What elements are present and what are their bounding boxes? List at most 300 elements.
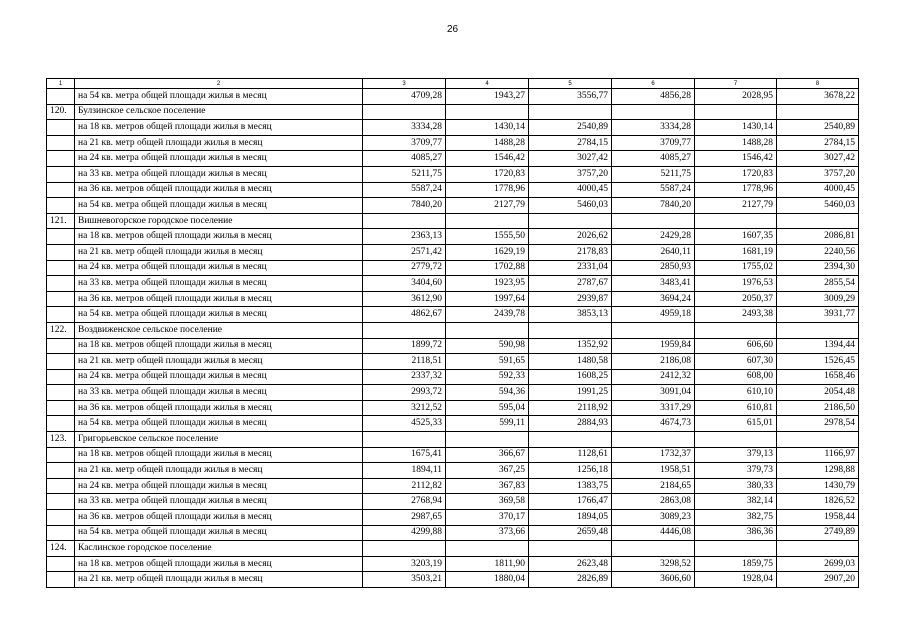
value-cell: 1923,95 [446,276,529,292]
value-cell: 2050,37 [695,291,777,307]
row-label-cell: на 33 кв. метра общей площади жилья в месяц [75,276,363,292]
table-row [47,400,859,416]
value-cell: 590,98 [446,338,529,354]
value-cell: 5460,03 [529,198,612,214]
row-number-cell [47,260,75,276]
row-label-cell: на 36 кв. метров общей площади жилья в месяц [75,182,363,198]
value-cell: 591,65 [446,354,529,370]
value-cell: 2855,54 [777,276,859,292]
value-cell: 2054,48 [777,385,859,401]
value-cell: 608,00 [695,369,777,385]
empty-cell [612,541,695,557]
value-cell: 1991,25 [529,385,612,401]
value-cell: 382,75 [695,510,777,526]
row-label-cell: на 21 кв. метр общей площади жилья в месяц [75,463,363,479]
row-label-cell: на 36 кв. метров общей площади жилья в месяц [75,291,363,307]
section-header-row [47,432,859,448]
value-cell: 2118,92 [529,400,612,416]
table-row [47,229,859,245]
value-cell: 592,33 [446,369,529,385]
value-cell: 1608,25 [529,369,612,385]
table-row [47,494,859,510]
value-cell: 3757,20 [777,166,859,182]
value-cell: 2331,04 [529,260,612,276]
value-cell: 2571,42 [363,244,446,260]
value-cell: 3483,41 [612,276,695,292]
value-cell: 2699,03 [777,556,859,572]
row-number-cell [47,416,75,432]
value-cell: 2186,50 [777,400,859,416]
value-cell: 1899,72 [363,338,446,354]
empty-cell [777,104,859,120]
value-cell: 3089,23 [612,510,695,526]
page-number: 26 [446,24,459,35]
empty-cell [363,322,446,338]
value-cell: 1166,97 [777,447,859,463]
value-cell: 4446,08 [612,525,695,541]
value-cell: 5211,75 [612,166,695,182]
table-row [47,525,859,541]
value-cell: 3212,52 [363,400,446,416]
value-cell: 1480,58 [529,354,612,370]
row-label-cell: на 54 кв. метра общей площади жилья в месяц [75,525,363,541]
value-cell: 2884,93 [529,416,612,432]
table-row [47,385,859,401]
value-cell: 2850,93 [612,260,695,276]
row-number-cell [47,572,75,588]
value-cell: 2186,08 [612,354,695,370]
empty-cell [777,432,859,448]
column-number-cell: 1 [47,79,75,89]
empty-cell [363,432,446,448]
value-cell: 1546,42 [446,151,529,167]
value-cell: 610,10 [695,385,777,401]
value-cell: 1658,46 [777,369,859,385]
table-row [47,135,859,151]
value-cell: 3694,24 [612,291,695,307]
empty-cell [612,104,695,120]
value-cell: 2749,89 [777,525,859,541]
value-cell: 594,36 [446,385,529,401]
table-row [47,447,859,463]
value-cell: 1778,96 [695,182,777,198]
section-title-cell: Каслинское городское поселение [75,541,363,557]
row-number-cell [47,244,75,260]
row-label-cell: на 21 кв. метр общей площади жилья в месяц [75,135,363,151]
row-label-cell: на 24 кв. метра общей площади жилья в месяц [75,151,363,167]
value-cell: 1958,44 [777,510,859,526]
column-number-row [47,79,859,89]
value-cell: 2363,13 [363,229,446,245]
value-cell: 4000,45 [529,182,612,198]
row-number-cell [47,369,75,385]
empty-cell [529,432,612,448]
value-cell: 5211,75 [363,166,446,182]
value-cell: 2784,15 [529,135,612,151]
section-number-cell: 123. [47,432,75,448]
value-cell: 2987,65 [363,510,446,526]
row-label-cell: на 18 кв. метров общей площади жилья в месяц [75,229,363,245]
value-cell: 610,81 [695,400,777,416]
empty-cell [612,432,695,448]
value-cell: 2026,62 [529,229,612,245]
value-cell: 1766,47 [529,494,612,510]
table-row [47,572,859,588]
table-row [47,244,859,260]
value-cell: 1394,44 [777,338,859,354]
value-cell: 1526,45 [777,354,859,370]
section-header-row [47,541,859,557]
value-cell: 2623,48 [529,556,612,572]
value-cell: 4085,27 [363,151,446,167]
row-number-cell [47,400,75,416]
table-row [47,463,859,479]
row-label-cell: на 24 кв. метра общей площади жилья в месяц [75,260,363,276]
value-cell: 615,01 [695,416,777,432]
table-row [47,369,859,385]
row-label-cell: на 36 кв. метров общей площади жилья в месяц [75,400,363,416]
row-label-cell: на 33 кв. метра общей площади жилья в месяц [75,385,363,401]
empty-cell [446,432,529,448]
column-number-cell: 3 [363,79,446,89]
value-cell: 595,04 [446,400,529,416]
section-title-cell: Булзинское сельское поселение [75,104,363,120]
row-label-cell: на 54 кв. метра общей площади жилья в месяц [75,416,363,432]
table-row [47,120,859,136]
row-number-cell [47,198,75,214]
value-cell: 1732,37 [612,447,695,463]
row-number-cell [47,291,75,307]
empty-cell [529,213,612,229]
row-number-cell [47,307,75,323]
row-number-cell [47,354,75,370]
value-cell: 2429,28 [612,229,695,245]
value-cell: 1894,05 [529,510,612,526]
value-cell: 2086,81 [777,229,859,245]
value-cell: 373,66 [446,525,529,541]
row-label-cell: на 24 кв. метра общей площади жилья в месяц [75,369,363,385]
value-cell: 1702,88 [446,260,529,276]
value-cell: 1430,14 [695,120,777,136]
value-cell: 2394,30 [777,260,859,276]
column-number-cell: 6 [612,79,695,89]
value-cell: 3091,04 [612,385,695,401]
value-cell: 2127,79 [695,198,777,214]
value-cell: 4856,28 [612,89,695,105]
value-cell: 1958,51 [612,463,695,479]
table-row [47,260,859,276]
empty-cell [446,541,529,557]
empty-cell [612,213,695,229]
value-cell: 1976,53 [695,276,777,292]
value-cell: 2978,54 [777,416,859,432]
value-cell: 3027,42 [529,151,612,167]
value-cell: 3203,19 [363,556,446,572]
value-cell: 4862,67 [363,307,446,323]
value-cell: 1859,75 [695,556,777,572]
value-cell: 1778,96 [446,182,529,198]
table-row [47,151,859,167]
table-body [47,79,859,588]
column-number-cell: 2 [75,79,363,89]
row-number-cell [47,120,75,136]
value-cell: 2178,83 [529,244,612,260]
value-cell: 2784,15 [777,135,859,151]
value-cell: 1629,19 [446,244,529,260]
row-number-cell [47,338,75,354]
value-cell: 1430,14 [446,120,529,136]
value-cell: 4525,33 [363,416,446,432]
value-cell: 2118,51 [363,354,446,370]
value-cell: 370,17 [446,510,529,526]
value-cell: 2863,08 [612,494,695,510]
table-row [47,89,859,105]
column-number-cell: 5 [529,79,612,89]
value-cell: 5460,03 [777,198,859,214]
value-cell: 2439,78 [446,307,529,323]
table-row [47,338,859,354]
value-cell: 1681,19 [695,244,777,260]
value-cell: 2907,20 [777,572,859,588]
value-cell: 2412,32 [612,369,695,385]
empty-cell [695,104,777,120]
empty-cell [777,322,859,338]
value-cell: 2939,87 [529,291,612,307]
value-cell: 2184,65 [612,478,695,494]
value-cell: 3027,42 [777,151,859,167]
value-cell: 1128,61 [529,447,612,463]
value-cell: 2540,89 [777,120,859,136]
value-cell: 2112,82 [363,478,446,494]
row-label-cell: на 21 кв. метр общей площади жилья в месяц [75,354,363,370]
value-cell: 7840,20 [612,198,695,214]
value-cell: 3612,90 [363,291,446,307]
column-number-cell: 4 [446,79,529,89]
value-cell: 1755,02 [695,260,777,276]
section-header-row [47,104,859,120]
section-title-cell: Воздвиженское сельское поселение [75,322,363,338]
empty-cell [363,104,446,120]
table-row [47,354,859,370]
empty-cell [695,213,777,229]
value-cell: 599,11 [446,416,529,432]
row-number-cell [47,494,75,510]
table-row [47,166,859,182]
value-cell: 366,67 [446,447,529,463]
row-label-cell: на 18 кв. метров общей площади жилья в месяц [75,556,363,572]
section-number-cell: 121. [47,213,75,229]
value-cell: 2826,89 [529,572,612,588]
row-number-cell [47,556,75,572]
value-cell: 3606,60 [612,572,695,588]
table-row [47,416,859,432]
row-number-cell [47,229,75,245]
row-number-cell [47,478,75,494]
value-cell: 4674,73 [612,416,695,432]
value-cell: 1997,64 [446,291,529,307]
value-cell: 1959,84 [612,338,695,354]
section-number-cell: 124. [47,541,75,557]
empty-cell [363,541,446,557]
value-cell: 5587,24 [612,182,695,198]
value-cell: 1720,83 [695,166,777,182]
value-cell: 4000,45 [777,182,859,198]
row-number-cell [47,151,75,167]
value-cell: 4085,27 [612,151,695,167]
table-row [47,198,859,214]
table-row [47,291,859,307]
section-number-cell: 120. [47,104,75,120]
row-label-cell: на 36 кв. метров общей площади жилья в месяц [75,510,363,526]
empty-cell [695,322,777,338]
value-cell: 367,83 [446,478,529,494]
empty-cell [529,541,612,557]
row-number-cell [47,463,75,479]
value-cell: 1430,79 [777,478,859,494]
section-header-row [47,322,859,338]
empty-cell [446,104,529,120]
value-cell: 3709,77 [612,135,695,151]
value-cell: 2659,48 [529,525,612,541]
row-number-cell [47,525,75,541]
row-label-cell: на 18 кв. метров общей площади жилья в месяц [75,338,363,354]
row-number-cell [47,89,75,105]
value-cell: 2493,38 [695,307,777,323]
row-label-cell: на 33 кв. метра общей площади жилья в месяц [75,494,363,510]
value-cell: 3853,13 [529,307,612,323]
value-cell: 1256,18 [529,463,612,479]
value-cell: 2028,95 [695,89,777,105]
table-row [47,276,859,292]
row-label-cell: на 18 кв. метров общей площади жилья в месяц [75,447,363,463]
value-cell: 1488,28 [446,135,529,151]
value-cell: 3334,28 [363,120,446,136]
row-number-cell [47,182,75,198]
value-cell: 1720,83 [446,166,529,182]
value-cell: 3009,29 [777,291,859,307]
empty-cell [529,104,612,120]
value-cell: 1383,75 [529,478,612,494]
row-number-cell [47,385,75,401]
value-cell: 3404,60 [363,276,446,292]
value-cell: 2768,94 [363,494,446,510]
table-row [47,478,859,494]
row-number-cell [47,166,75,182]
value-cell: 3678,22 [777,89,859,105]
empty-cell [777,213,859,229]
value-cell: 1546,42 [695,151,777,167]
value-cell: 606,60 [695,338,777,354]
column-number-cell: 8 [777,79,859,89]
empty-cell [695,432,777,448]
row-label-cell: на 18 кв. метров общей площади жилья в месяц [75,120,363,136]
row-label-cell: на 54 кв. метра общей площади жилья в месяц [75,198,363,214]
table-row [47,556,859,572]
value-cell: 1675,41 [363,447,446,463]
value-cell: 3334,28 [612,120,695,136]
value-cell: 1607,35 [695,229,777,245]
value-cell: 1928,04 [695,572,777,588]
row-label-cell: на 21 кв. метр общей площади жилья в месяц [75,572,363,588]
row-label-cell: на 33 кв. метра общей площади жилья в месяц [75,166,363,182]
empty-cell [612,322,695,338]
value-cell: 1352,92 [529,338,612,354]
value-cell: 379,73 [695,463,777,479]
empty-cell [446,213,529,229]
value-cell: 1880,04 [446,572,529,588]
value-cell: 367,25 [446,463,529,479]
value-cell: 2787,67 [529,276,612,292]
value-cell: 1894,11 [363,463,446,479]
value-cell: 2240,56 [777,244,859,260]
value-cell: 1826,52 [777,494,859,510]
value-cell: 1488,28 [695,135,777,151]
value-cell: 382,14 [695,494,777,510]
row-number-cell [47,510,75,526]
empty-cell [529,322,612,338]
row-number-cell [47,447,75,463]
table-row [47,307,859,323]
value-cell: 4299,88 [363,525,446,541]
row-label-cell: на 24 кв. метра общей площади жилья в месяц [75,478,363,494]
value-cell: 1298,88 [777,463,859,479]
value-cell: 2779,72 [363,260,446,276]
row-label-cell: на 54 кв. метра общей площади жилья в месяц [75,89,363,105]
value-cell: 3757,20 [529,166,612,182]
value-cell: 3556,77 [529,89,612,105]
value-cell: 607,30 [695,354,777,370]
row-number-cell [47,135,75,151]
table-row [47,182,859,198]
tariff-table [46,78,859,588]
value-cell: 1555,50 [446,229,529,245]
value-cell: 4709,28 [363,89,446,105]
value-cell: 2337,32 [363,369,446,385]
value-cell: 2540,89 [529,120,612,136]
row-label-cell: на 21 кв. метр общей площади жилья в месяц [75,244,363,260]
value-cell: 2127,79 [446,198,529,214]
value-cell: 369,58 [446,494,529,510]
empty-cell [446,322,529,338]
value-cell: 3931,77 [777,307,859,323]
value-cell: 2993,72 [363,385,446,401]
value-cell: 1943,27 [446,89,529,105]
value-cell: 5587,24 [363,182,446,198]
column-number-cell: 7 [695,79,777,89]
table-row [47,510,859,526]
value-cell: 2640,11 [612,244,695,260]
value-cell: 3317,29 [612,400,695,416]
value-cell: 3298,52 [612,556,695,572]
value-cell: 4959,18 [612,307,695,323]
value-cell: 380,33 [695,478,777,494]
empty-cell [777,541,859,557]
value-cell: 3709,77 [363,135,446,151]
section-header-row [47,213,859,229]
section-title-cell: Вишневогорское городское поселение [75,213,363,229]
section-number-cell: 122. [47,322,75,338]
value-cell: 7840,20 [363,198,446,214]
value-cell: 1811,90 [446,556,529,572]
empty-cell [363,213,446,229]
value-cell: 3503,21 [363,572,446,588]
row-label-cell: на 54 кв. метра общей площади жилья в месяц [75,307,363,323]
value-cell: 379,13 [695,447,777,463]
section-title-cell: Григорьевское сельское поселение [75,432,363,448]
value-cell: 386,36 [695,525,777,541]
row-number-cell [47,276,75,292]
empty-cell [695,541,777,557]
